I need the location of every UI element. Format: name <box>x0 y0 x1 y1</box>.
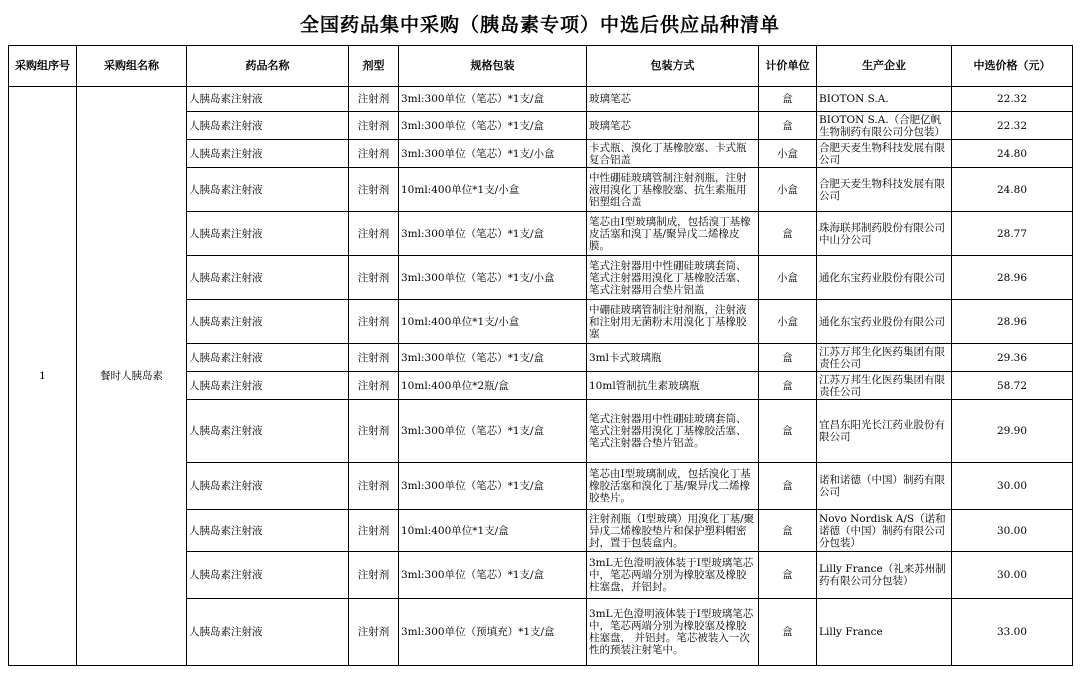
spec-cell: 3ml:300单位（预填充）*1支/盒 <box>399 599 587 666</box>
drug-name-cell: 人胰岛素注射液 <box>187 140 349 168</box>
manufacturer-cell: 通化东宝药业股份有限公司 <box>817 256 952 300</box>
unit-cell: 小盒 <box>759 140 817 168</box>
price-cell: 33.00 <box>952 599 1073 666</box>
price-cell: 30.00 <box>952 552 1073 599</box>
packaging-cell: 注射剂瓶（I型玻璃）用溴化丁基/聚异戊二烯橡胶垫片和保护塑料帽密封，置于包装盒内。 <box>587 510 759 552</box>
drug-name-cell: 人胰岛素注射液 <box>187 112 349 140</box>
packaging-cell: 中性硼硅玻璃管制注射剂瓶，注射液用溴化丁基橡胶塞、抗生素瓶用铝塑组合盖 <box>587 168 759 212</box>
header-unit: 计价单位 <box>759 46 817 87</box>
packaging-cell: 3mL无色澄明液体装于I型玻璃笔芯中，笔芯两端分别为橡胶塞及橡胶柱塞盘，并铝封。 <box>587 552 759 599</box>
drug-name-cell: 人胰岛素注射液 <box>187 344 349 372</box>
header-group-no: 采购组序号 <box>9 46 77 87</box>
spec-cell: 10ml:400单位*1支/盒 <box>399 510 587 552</box>
drug-name-cell: 人胰岛素注射液 <box>187 212 349 256</box>
table-body <box>9 87 1073 666</box>
drug-name-cell: 人胰岛素注射液 <box>187 400 349 463</box>
price-cell: 28.96 <box>952 256 1073 300</box>
dosage-form-cell: 注射剂 <box>349 344 399 372</box>
unit-cell: 盒 <box>759 87 817 112</box>
packaging-cell: 3ml卡式玻璃瓶 <box>587 344 759 372</box>
drug-name-cell: 人胰岛素注射液 <box>187 87 349 112</box>
table-row <box>9 87 1073 112</box>
document-title: 全国药品集中采购（胰岛素专项）中选后供应品种清单 <box>299 14 780 36</box>
price-cell: 28.77 <box>952 212 1073 256</box>
drug-name-cell: 人胰岛素注射液 <box>187 552 349 599</box>
price-cell: 30.00 <box>952 510 1073 552</box>
manufacturer-cell: 合肥天麦生物科技发展有限公司 <box>817 140 952 168</box>
manufacturer-cell: Lilly France <box>817 599 952 666</box>
dosage-form-cell: 注射剂 <box>349 300 399 344</box>
spec-cell: 3ml:300单位（笔芯）*1支/小盒 <box>399 256 587 300</box>
header-dosage-form: 剂型 <box>349 46 399 87</box>
price-cell: 58.72 <box>952 372 1073 400</box>
unit-cell: 盒 <box>759 212 817 256</box>
packaging-cell: 笔式注射器用中性硼硅玻璃套筒、笔式注射器用溴化丁基橡胶活塞、笔式注射器合垫片铝盖。 <box>587 400 759 463</box>
packaging-cell: 3mL无色澄明液体装于I型玻璃笔芯中，笔芯两端分别为橡胶塞及橡胶柱塞盘， 并铝封。笔芯被装入一次性的预装注射笔中。 <box>587 599 759 666</box>
packaging-cell: 笔芯由I型玻璃制成，包括溴化丁基橡胶活塞和溴化丁基/聚异戊二烯橡胶垫片。 <box>587 463 759 510</box>
spec-cell: 10ml:400单位*1支/小盒 <box>399 300 587 344</box>
packaging-cell: 玻璃笔芯 <box>587 112 759 140</box>
dosage-form-cell: 注射剂 <box>349 400 399 463</box>
manufacturer-cell: Novo Nordisk A/S（诺和诺德（中国）制药有限公司分包装） <box>817 510 952 552</box>
dosage-form-cell: 注射剂 <box>349 212 399 256</box>
manufacturer-cell: 宜昌东阳光长江药业股份有限公司 <box>817 400 952 463</box>
manufacturer-cell: 江苏万邦生化医药集团有限责任公司 <box>817 372 952 400</box>
manufacturer-cell: Lilly France（礼来苏州制药有限公司分包装） <box>817 552 952 599</box>
spec-cell: 3ml:300单位（笔芯）*1支/盒 <box>399 400 587 463</box>
unit-cell: 小盒 <box>759 300 817 344</box>
header-packaging: 包装方式 <box>587 46 759 87</box>
packaging-cell: 玻璃笔芯 <box>587 87 759 112</box>
unit-cell: 盒 <box>759 372 817 400</box>
dosage-form-cell: 注射剂 <box>349 140 399 168</box>
drug-name-cell: 人胰岛素注射液 <box>187 510 349 552</box>
manufacturer-cell: 诺和诺德（中国）制药有限公司 <box>817 463 952 510</box>
spec-cell: 3ml:300单位（笔芯）*1支/小盒 <box>399 140 587 168</box>
price-cell: 22.32 <box>952 112 1073 140</box>
packaging-cell: 卡式瓶、溴化丁基橡胶塞、卡式瓶复合铝盖 <box>587 140 759 168</box>
group-number-cell: 1 <box>9 87 77 666</box>
drug-name-cell: 人胰岛素注射液 <box>187 256 349 300</box>
spec-cell: 3ml:300单位（笔芯）*1支/盒 <box>399 87 587 112</box>
price-cell: 29.36 <box>952 344 1073 372</box>
unit-cell: 盒 <box>759 344 817 372</box>
drug-name-cell: 人胰岛素注射液 <box>187 168 349 212</box>
dosage-form-cell: 注射剂 <box>349 112 399 140</box>
header-manufacturer: 生产企业 <box>817 46 952 87</box>
unit-cell: 盒 <box>759 510 817 552</box>
manufacturer-cell: 珠海联邦制药股份有限公司中山分公司 <box>817 212 952 256</box>
dosage-form-cell: 注射剂 <box>349 87 399 112</box>
header-row <box>9 46 1073 87</box>
drug-name-cell: 人胰岛素注射液 <box>187 463 349 510</box>
price-cell: 30.00 <box>952 463 1073 510</box>
price-cell: 28.96 <box>952 300 1073 344</box>
unit-cell: 盒 <box>759 552 817 599</box>
spec-cell: 3ml:300单位（笔芯）*1支/盒 <box>399 463 587 510</box>
spec-cell: 3ml:300单位（笔芯）*1支/盒 <box>399 212 587 256</box>
manufacturer-cell: BIOTON S.A.（合肥亿帆生物制药有限公司分包装） <box>817 112 952 140</box>
price-cell: 29.90 <box>952 400 1073 463</box>
dosage-form-cell: 注射剂 <box>349 463 399 510</box>
manufacturer-cell: 合肥天麦生物科技发展有限公司 <box>817 168 952 212</box>
header-group-name: 采购组名称 <box>77 46 187 87</box>
packaging-cell: 10ml管制抗生素玻璃瓶 <box>587 372 759 400</box>
dosage-form-cell: 注射剂 <box>349 599 399 666</box>
price-cell: 22.32 <box>952 87 1073 112</box>
unit-cell: 小盒 <box>759 256 817 300</box>
manufacturer-cell: 通化东宝药业股份有限公司 <box>817 300 952 344</box>
dosage-form-cell: 注射剂 <box>349 256 399 300</box>
dosage-form-cell: 注射剂 <box>349 168 399 212</box>
dosage-form-cell: 注射剂 <box>349 510 399 552</box>
group-name-cell: 餐时人胰岛素 <box>77 87 187 666</box>
price-cell: 24.80 <box>952 168 1073 212</box>
dosage-form-cell: 注射剂 <box>349 372 399 400</box>
spec-cell: 3ml:300单位（笔芯）*1支/盒 <box>399 344 587 372</box>
spec-cell: 3ml:300单位（笔芯）*1支/盒 <box>399 552 587 599</box>
drug-name-cell: 人胰岛素注射液 <box>187 372 349 400</box>
manufacturer-cell: BIOTON S.A. <box>817 87 952 112</box>
packaging-cell: 中硼硅玻璃管制注射剂瓶，注射液和注射用无菌粉末用溴化丁基橡胶塞 <box>587 300 759 344</box>
manufacturer-cell: 江苏万邦生化医药集团有限责任公司 <box>817 344 952 372</box>
unit-cell: 盒 <box>759 599 817 666</box>
spec-cell: 10ml:400单位*1支/小盒 <box>399 168 587 212</box>
unit-cell: 盒 <box>759 400 817 463</box>
price-cell: 24.80 <box>952 140 1073 168</box>
drug-name-cell: 人胰岛素注射液 <box>187 300 349 344</box>
drug-name-cell: 人胰岛素注射液 <box>187 599 349 666</box>
unit-cell: 盒 <box>759 112 817 140</box>
spec-cell: 3ml:300单位（笔芯）*1支/盒 <box>399 112 587 140</box>
unit-cell: 小盒 <box>759 168 817 212</box>
header-drug-name: 药品名称 <box>187 46 349 87</box>
supply-table <box>8 45 1073 666</box>
unit-cell: 盒 <box>759 463 817 510</box>
spec-cell: 10ml:400单位*2瓶/盒 <box>399 372 587 400</box>
packaging-cell: 笔芯由I型玻璃制成，包括溴丁基橡皮活塞和溴丁基/聚异戊二烯橡皮膜。 <box>587 212 759 256</box>
header-price: 中选价格（元） <box>952 46 1073 87</box>
header-spec: 规格包装 <box>399 46 587 87</box>
packaging-cell: 笔式注射器用中性硼硅玻璃套筒、笔式注射器用溴化丁基橡胶活塞、笔式注射器用合垫片铝盖 <box>587 256 759 300</box>
dosage-form-cell: 注射剂 <box>349 552 399 599</box>
